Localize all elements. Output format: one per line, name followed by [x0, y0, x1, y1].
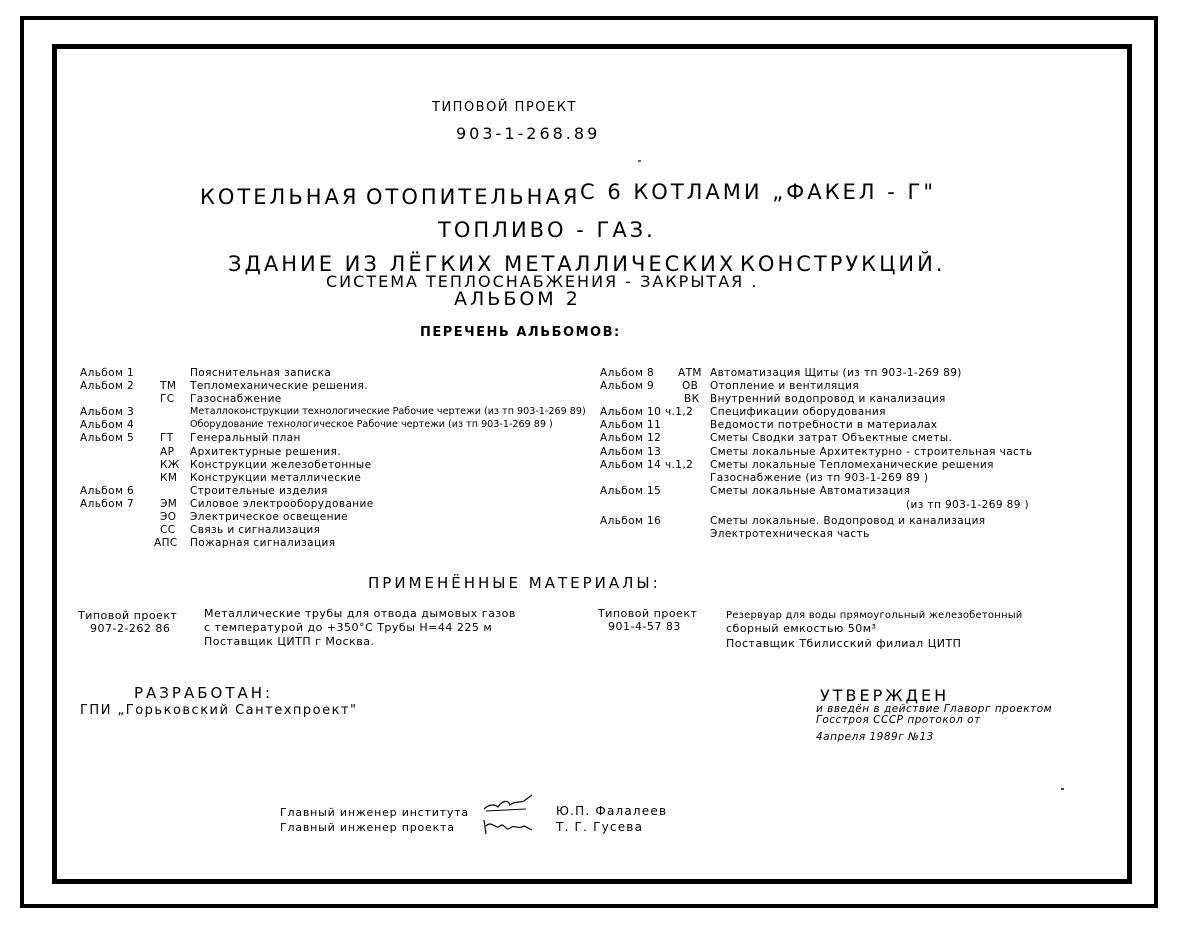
handwritten-signature-2	[478, 814, 538, 838]
approved-line3: 4апреля 1989г №13	[816, 731, 934, 743]
list-item: СС Связь и сигнализация	[160, 524, 321, 537]
developed-org: ГПИ „Горьковский Сантехпроект"	[80, 703, 358, 718]
list-item: ГС Газоснабжение	[160, 393, 282, 406]
materials-right-label-2: 901-4-57 83	[608, 620, 681, 633]
title-line4: СИСТЕМА ТЕПЛОСНАБЖЕНИЯ - ЗАКРЫТАЯ .	[326, 272, 759, 291]
materials-left-text-1: Металлические трубы для отвода дымовых газов	[204, 607, 516, 620]
albums-left-list	[80, 367, 600, 550]
list-item: КЖ Конструкции железобетонные	[160, 458, 372, 471]
materials-left-label-2: 907-2-262 86	[90, 622, 171, 635]
list-item: Альбом 5 ГТ Генеральный план	[80, 432, 301, 445]
list-item: Электротехническая часть	[710, 528, 870, 541]
signature-name-2: Т. Г. Гусева	[556, 820, 644, 834]
title-line1-word2: ОТОПИТЕЛЬНАЯ	[366, 185, 581, 209]
speck-mark	[1061, 788, 1064, 790]
list-item: Альбом 11 Ведомости потребности в материалах	[600, 419, 938, 432]
approved-label: УТВЕРЖДЕН	[820, 686, 950, 705]
list-item: Альбом 15 Сметы локальные Автоматизация	[600, 484, 911, 497]
list-item: Альбом 12 Сметы Сводки затрат Объектные сметы.	[600, 432, 953, 445]
materials-left-label-1: Типовой проект	[78, 609, 178, 622]
albums-right-list	[600, 367, 1100, 541]
title-line1-word3: С 6 КОТЛАМИ „ФАКЕЛ - Г"	[580, 180, 936, 204]
list-item: Альбом 1 Пояснительная записка	[80, 367, 332, 379]
materials-heading: ПРИМЕНЁННЫЕ МАТЕРИАЛЫ:	[368, 574, 661, 592]
list-item: Альбом 6 Строительные изделия	[80, 484, 328, 497]
list-item: ЭО Электрическое освещение	[160, 511, 348, 524]
list-item: Альбом 10 ч.1,2 Спецификации оборудования	[600, 406, 886, 419]
title-line3-a: ЗДАНИЕ ИЗ ЛЁГКИХ МЕТАЛЛИЧЕСКИХ	[228, 252, 737, 276]
title-line1-word1: КОТЕЛЬНАЯ	[200, 185, 360, 209]
list-item: Альбом 13 Сметы локальные Архитектурно - строительная часть	[600, 445, 1033, 458]
list-item: Газоснабжение (из тп 903-1-269 89 )	[710, 471, 929, 484]
list-item: Альбом 2 ТМ Тепломеханические решения.	[80, 380, 368, 393]
approved-line2: Госстроя СССР протокол от	[816, 714, 981, 726]
speck-mark	[638, 160, 641, 162]
title-line5: АЛЬБОМ 2	[454, 288, 581, 310]
albums-heading: ПЕРЕЧЕНЬ АЛЬБОМОВ:	[420, 325, 621, 340]
materials-right-text-3: Поставщик Тбилисский филиал ЦИТП	[726, 637, 962, 650]
materials-right-label-1: Типовой проект	[598, 607, 698, 620]
signature-role-2: Главный инженер проекта	[280, 821, 455, 834]
signature-name-1: Ю.П. Фалалеев	[556, 804, 668, 818]
list-item: Альбом 8 АТМ Автоматизация Щиты (из тп 903-1-269 89)	[600, 367, 962, 379]
title-line3-b: КОНСТРУКЦИЙ.	[740, 252, 946, 276]
list-item: АПС Пожарная сигнализация	[154, 537, 336, 550]
project-type-label: ТИПОВОЙ ПРОЕКТ	[432, 100, 577, 115]
list-item: Альбом 14 ч.1,2 Сметы локальные Тепломеханические решения	[600, 458, 994, 471]
materials-right-text-1: Резервуар для воды прямоугольный железобетонный	[726, 610, 1023, 621]
list-item: Альбом 4 Оборудование технологическое Рабочие чертежи (из тп 903-1-269 89 )	[80, 419, 553, 432]
materials-left-text-3: Поставщик ЦИТП г Москва.	[204, 635, 375, 648]
list-item: ВК Внутренний водопровод и канализация	[684, 393, 946, 406]
developed-label: РАЗРАБОТАН:	[134, 684, 274, 702]
materials-left-text-2: с температурой до +350°С Трубы Н=44 225 м	[204, 621, 493, 634]
list-item: Альбом 7 ЭМ Силовое электрооборудование	[80, 497, 374, 510]
project-number: 903-1-268.89	[456, 124, 601, 143]
list-item: Альбом 9 ОВ Отопление и вентиляция	[600, 380, 860, 393]
title-line2: ТОПЛИВО - ГАЗ.	[438, 218, 656, 242]
list-item: АР Архитектурные решения.	[160, 445, 342, 458]
approved-line1: и введён в действие Главорг проектом	[816, 703, 1053, 715]
list-item: КМ Конструкции металлические	[160, 471, 362, 484]
list-item: (из тп 903-1-269 89 )	[906, 498, 1030, 511]
list-item: Альбом 3 Металлоконструкции технологические Рабочие чертежи (из тп 903-1-269 89)	[80, 406, 586, 419]
signature-role-1: Главный инженер института	[280, 806, 469, 819]
materials-right-text-2: сборный емкостью 50м³	[726, 622, 877, 635]
list-item: Альбом 16 Сметы локальные. Водопровод и канализация	[600, 515, 986, 528]
